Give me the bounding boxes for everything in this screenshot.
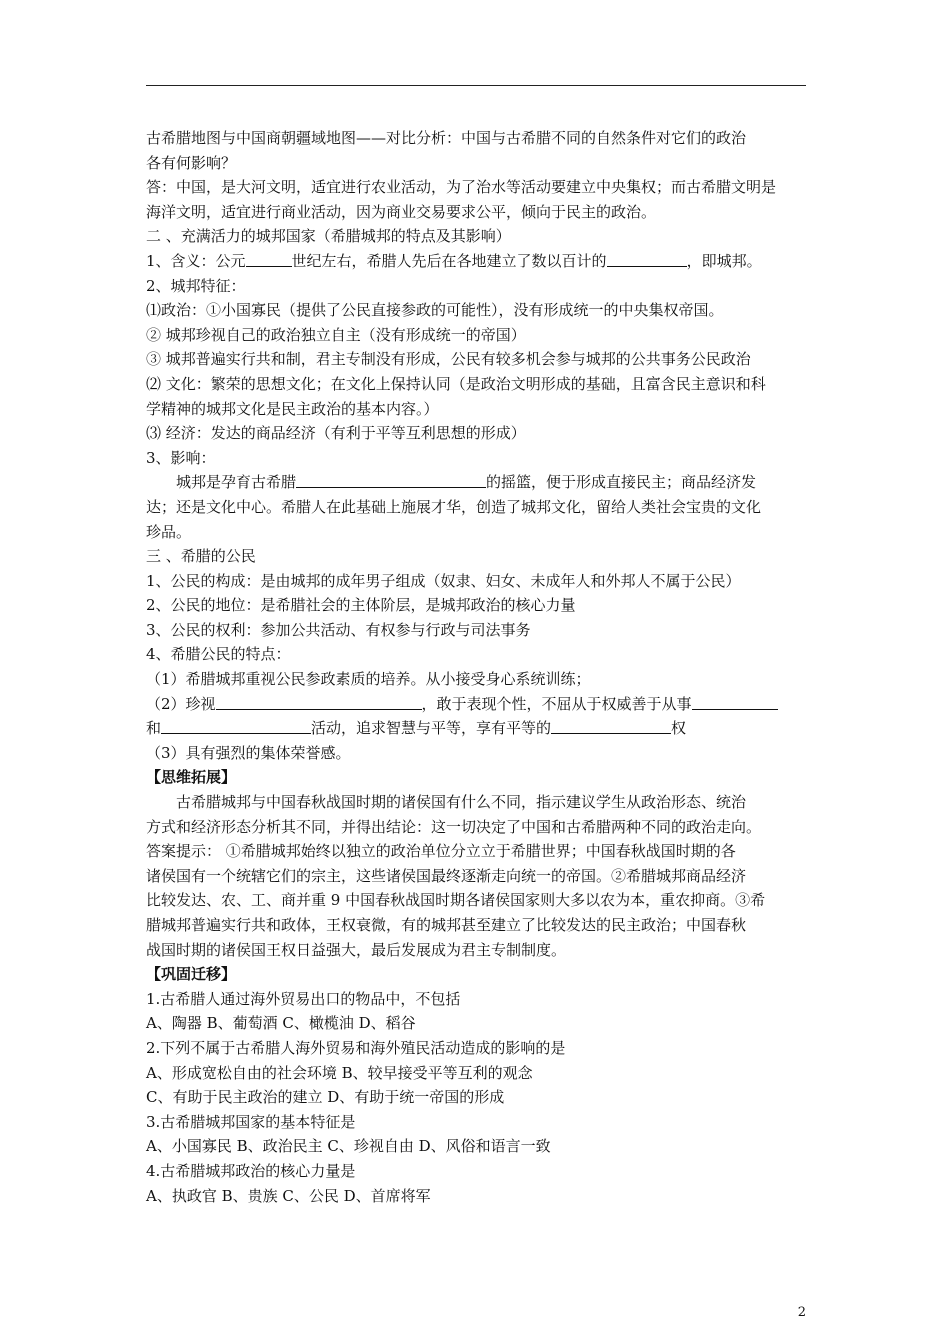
trait-line <box>146 692 810 717</box>
paragraph-line: 2、公民的地位：是希腊社会的主体阶层，是城邦政治的核心力量 <box>146 596 576 615</box>
paragraph-line: 古希腊地图与中国商朝疆域地图——对比分析：中国与古希腊不同的自然条件对它们的政治 <box>146 129 747 147</box>
question-2-options-cd[interactable]: C、有助于民主政治的建立 D、有助于统一帝国的形成 <box>146 1088 505 1107</box>
paragraph-line: （1）希腊城邦重视公民参政素质的培养。从小接受身心系统训练； <box>146 670 591 689</box>
section-heading-3: 三 、希腊的公民 <box>146 547 256 566</box>
section-heading-2: 二 、充满活力的城邦国家（希腊城邦的特点及其影响） <box>146 227 511 246</box>
trait-line <box>146 716 810 741</box>
paragraph-line: 1、公民的构成：是由城邦的成年男子组成（奴隶、妇女、未成年人和外邦人不属于公民） <box>146 571 741 590</box>
fill-blank[interactable] <box>216 694 422 710</box>
paragraph-line: （3）具有强烈的集体荣誉感。 <box>146 743 351 762</box>
paragraph-line: 方式和经济形态分析其不同，并得出结论：这一切决定了中国和古希腊两种不同的政治走向。 <box>146 817 762 836</box>
question-4: 4.古希腊城邦政治的核心力量是 <box>146 1161 356 1180</box>
text-fragment: 的摇篮，便于形成直接民主；商品经济发 <box>486 473 757 492</box>
text-fragment: ，即城邦。 <box>686 251 762 270</box>
paragraph-line: 答案提示： ①希腊城邦始终以独立的政治单位分立立于希腊世界；中国春秋战国时期的各 <box>146 842 736 861</box>
paragraph-line: ② 城邦珍视自己的政治独立自主（没有形成统一的帝国） <box>146 325 526 344</box>
paragraph-line: 战国时期的诸侯国王权日益强大，最后发展成为君主专制制度。 <box>146 940 567 959</box>
influence-line <box>146 470 810 495</box>
paragraph-line: 珍品。 <box>146 522 192 541</box>
fill-blank[interactable] <box>246 251 292 267</box>
paragraph-line: 诸侯国有一个统辖它们的宗主，这些诸侯国最终逐渐走向统一的帝国。②希腊城邦商品经济 <box>146 866 747 885</box>
page-number: 2 <box>797 1305 806 1320</box>
question-4-options[interactable]: A、执政官 B、贵族 C、公民 D、首席将军 <box>146 1186 431 1205</box>
paragraph-line: 3、影响： <box>146 448 216 467</box>
fill-blank[interactable] <box>692 694 778 710</box>
fill-blank[interactable] <box>551 718 671 734</box>
question-3-options[interactable]: A、小国寡民 B、政治民主 C、珍视自由 D、风俗和语言一致 <box>146 1137 551 1156</box>
definition-line <box>146 249 810 274</box>
paragraph-line: ⑵ 文化：繁荣的思想文化；在文化上保持认同（是政治文明形成的基础，且富含民主意识和科 <box>146 374 766 393</box>
paragraph-line: ③ 城邦普遍实行共和制，君主专制没有形成，公民有较多机会参与城邦的公共事务公民政治 <box>146 350 751 369</box>
text-fragment: ，敢于表现个性，不屈从于权威善于从事 <box>421 694 692 713</box>
paragraph-line: 腊城邦普遍实行共和政体，王权衰微，有的城邦甚至建立了比较发达的民主政治；中国春秋 <box>146 916 747 934</box>
text-fragment: （2）珍视 <box>146 694 216 713</box>
text-fragment: 权 <box>671 719 687 738</box>
text-fragment: 城邦是孕育古希腊 <box>176 473 297 492</box>
paragraph-line: ⑶ 经济：发达的商品经济（有利于平等互利思想的形成） <box>146 424 526 443</box>
paragraph-line: 4、希腊公民的特点： <box>146 645 291 664</box>
document-body <box>146 126 810 1208</box>
fill-blank[interactable] <box>161 718 311 734</box>
question-2-options-ab[interactable]: A、形成宽松自由的社会环境 B、较早接受平等互利的观念 <box>146 1063 533 1082</box>
question-3: 3.古希腊城邦国家的基本特征是 <box>146 1112 356 1131</box>
header-rule <box>146 85 806 86</box>
paragraph-line: 各有何影响？ <box>146 153 237 172</box>
paragraph-line: 比较发达、农、工、商并重 9 中国春秋战国时期各诸侯国家则大多以农为本，重农抑商。③希 <box>146 891 766 910</box>
question-1-options[interactable]: A、陶器 B、葡萄酒 C、橄榄油 D、稻谷 <box>146 1014 416 1033</box>
question-2: 2.下列不属于古希腊人海外贸易和海外殖民活动造成的影响的是 <box>146 1038 566 1057</box>
text-fragment: 世纪左右，希腊人先后在各地建立了数以百计的 <box>291 251 607 270</box>
paragraph-line: 学精神的城邦文化是民主政治的基本内容。） <box>146 399 439 418</box>
section-heading-thinking: 【思维拓展】 <box>146 768 237 787</box>
paragraph-line: 3、公民的权利：参加公共活动、有权参与行政与司法事务 <box>146 620 531 639</box>
fill-blank[interactable] <box>607 251 687 267</box>
text-fragment: 和 <box>146 719 162 738</box>
paragraph-line: 2、城邦特征： <box>146 276 246 295</box>
text-fragment: 1、含义：公元 <box>146 251 246 270</box>
answer-line: 答：中国，是大河文明，适宜进行农业活动，为了治水等活动要建立中央集权；而古希腊文明是 <box>146 178 777 197</box>
paragraph-line: 古希腊城邦与中国春秋战国时期的诸侯国有什么不同，指示建议学生从政治形态、统治 <box>176 793 747 812</box>
paragraph-line: ⑴政治：①小国寡民（提供了公民直接参政的可能性），没有形成统一的中央集权帝国。 <box>146 301 724 320</box>
fill-blank[interactable] <box>296 472 486 488</box>
section-heading-practice: 【巩固迁移】 <box>146 965 237 984</box>
paragraph-line: 达；还是文化中心。希腊人在此基础上施展才华，创造了城邦文化，留给人类社会宝贵的文化 <box>146 497 762 516</box>
question-1: 1.古希腊人通过海外贸易出口的物品中，不包括 <box>146 989 461 1008</box>
text-fragment: 活动，追求智慧与平等，享有平等的 <box>311 719 552 738</box>
answer-line: 海洋文明，适宜进行商业活动，因为商业交易要求公平，倾向于民主的政治。 <box>146 202 657 221</box>
